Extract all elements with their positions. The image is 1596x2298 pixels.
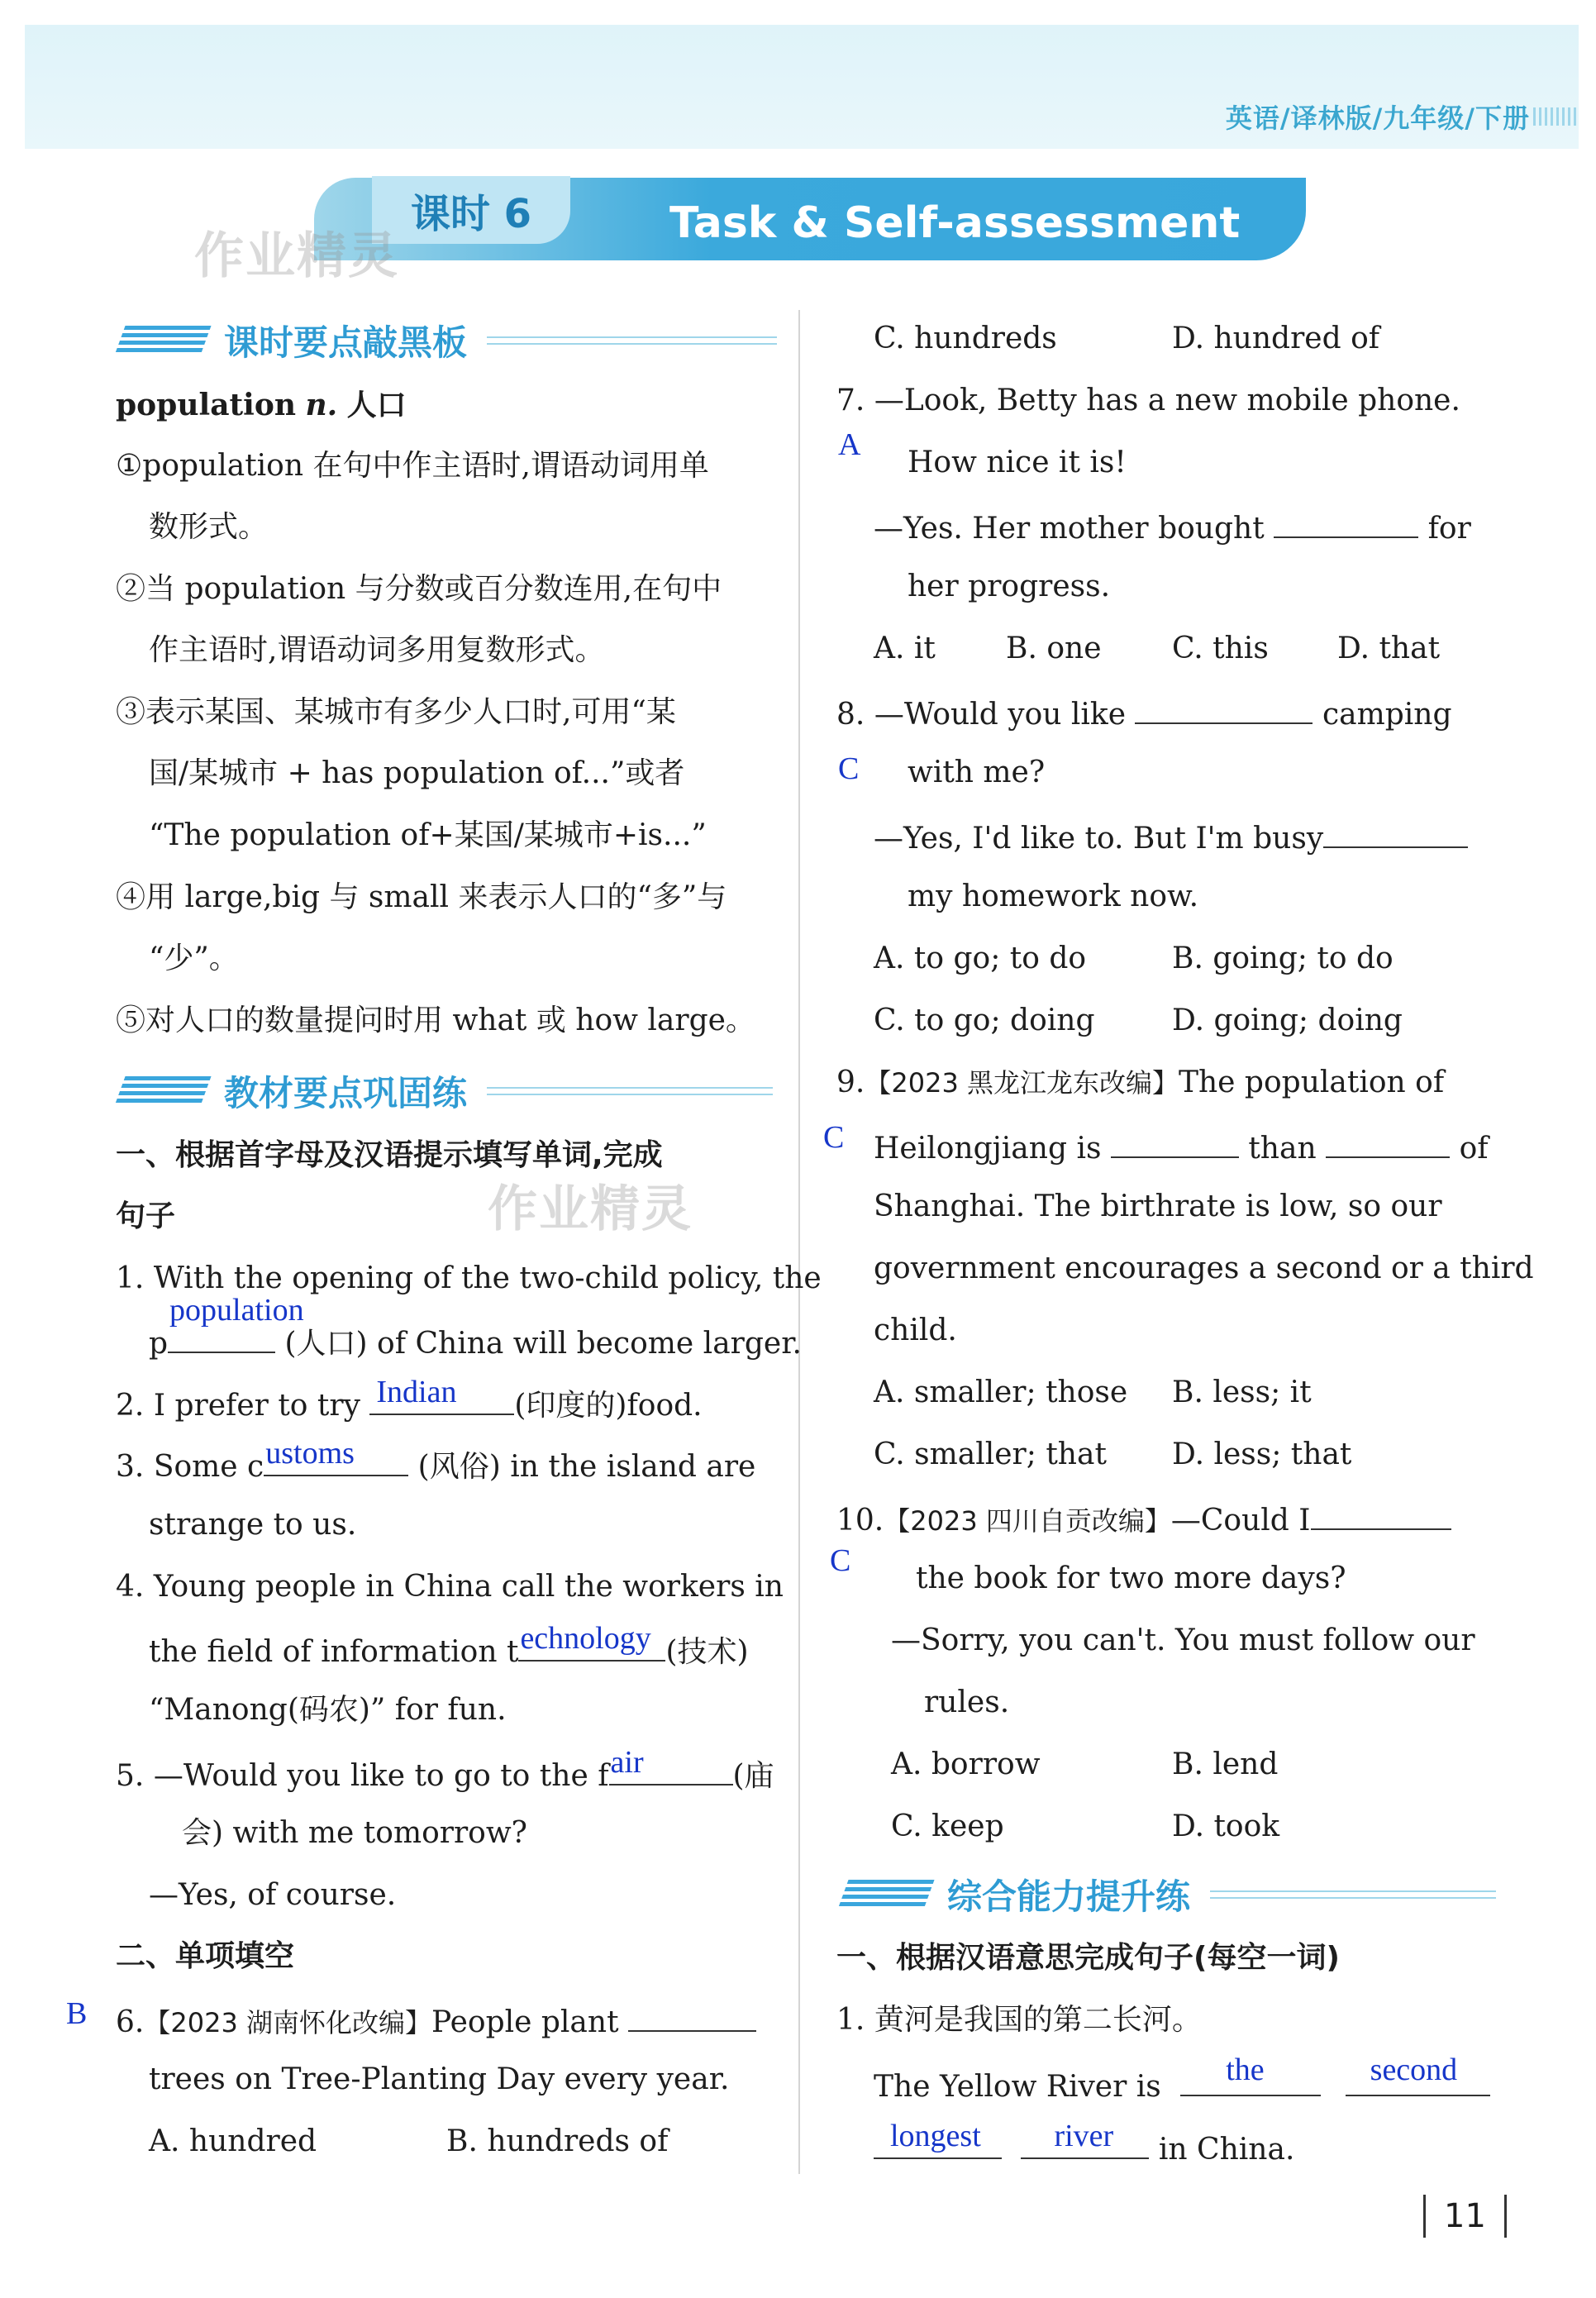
question-text: (技术)	[665, 1635, 749, 1669]
question-7-line4: her progress.	[908, 570, 1111, 603]
question-text: the field of information	[149, 1635, 498, 1669]
answer-blank[interactable]	[874, 2119, 1002, 2159]
option-a[interactable]: A. to go; to do	[874, 942, 1087, 975]
headword-line	[116, 385, 407, 426]
answer-blank[interactable]	[168, 1293, 304, 1353]
note-4a: ④用 large,big 与 small 来表示人口的“多”与	[116, 880, 727, 914]
option-c[interactable]: C. keep	[891, 1809, 1004, 1843]
option-a[interactable]: A. hundred	[149, 2124, 317, 2158]
answer-blank[interactable]	[628, 1999, 756, 2032]
page-number	[1405, 2195, 1525, 2238]
handwritten-answer: the	[1226, 2052, 1265, 2087]
book-tag: 英语/译林版/九年级/下册	[1225, 103, 1530, 134]
answer-blank[interactable]	[1135, 691, 1313, 724]
question-source: 【2023 四川自贡改编】	[884, 1505, 1171, 1537]
part1-heading: 句子	[116, 1199, 176, 1233]
handwritten-answer: ustoms	[265, 1436, 355, 1471]
question-number: 5.	[116, 1759, 145, 1793]
question-text: in China.	[1158, 2133, 1295, 2167]
question-8-line2: with me?	[908, 756, 1046, 789]
section-rule	[1210, 1890, 1496, 1899]
translation-question-1-line3	[874, 2119, 1295, 2170]
headword: population	[116, 388, 297, 422]
handwritten-answer: air	[610, 1745, 644, 1780]
answer-blank[interactable]	[1323, 815, 1468, 848]
handwritten-answer: population	[169, 1293, 304, 1328]
question-text: —Could I	[1170, 1504, 1311, 1538]
first-letter: t	[506, 1635, 519, 1669]
translation-question-1-line2	[874, 2052, 1490, 2107]
answer-blank[interactable]	[369, 1375, 514, 1415]
question-1-line2	[149, 1293, 802, 1364]
section-comprehensive	[843, 1870, 1496, 1919]
question-text: camping	[1322, 698, 1452, 732]
option-a[interactable]: A. smaller; those	[874, 1375, 1128, 1409]
handwritten-answer: second	[1370, 2052, 1458, 2087]
question-7-line3	[874, 505, 1471, 549]
part3-heading: 一、根据汉语意思完成句子(每空一词)	[836, 1941, 1340, 1975]
question-8-line4: my homework now.	[908, 880, 1199, 913]
question-5-line2: 会) with me tomorrow?	[182, 1816, 527, 1850]
note-3c: “The population of+某国/某城市+is...”	[149, 818, 707, 852]
question-text: The Yellow River is	[874, 2070, 1161, 2104]
answer-blank[interactable]	[1346, 2052, 1490, 2096]
choice-answer-mark: B	[66, 1996, 88, 2031]
question-7-line2: How nice it is!	[908, 446, 1127, 479]
answer-blank[interactable]	[1274, 505, 1418, 538]
question-text: of	[1459, 1132, 1489, 1166]
option-d[interactable]: D. going; doing	[1172, 1004, 1403, 1037]
question-8	[836, 691, 1452, 735]
choice-answer-mark: C	[830, 1543, 851, 1578]
question-text: People plant	[431, 2005, 619, 2039]
section-rule	[487, 1087, 773, 1095]
question-text: (风俗) in the island are	[417, 1450, 756, 1484]
note-2a: ②当 population 与分数或百分数连用,在句中	[116, 572, 722, 606]
question-10-line2: the book for two more days?	[916, 1561, 1346, 1595]
translation-question-1	[836, 2000, 1202, 2040]
question-text: —Would you like to go to the	[153, 1759, 588, 1793]
question-9-line4: government encourages a second or a third	[874, 1252, 1534, 1285]
question-text: The population of	[1178, 1066, 1445, 1099]
question-text: (印度的)food.	[514, 1389, 703, 1423]
option-d[interactable]: D. that	[1337, 632, 1441, 665]
question-10-line3: —Sorry, you can't. You must follow our	[891, 1623, 1475, 1657]
first-letter: c	[247, 1450, 264, 1484]
option-c[interactable]: C. hundreds	[874, 322, 1057, 355]
question-10	[836, 1497, 1451, 1541]
answer-blank[interactable]	[1180, 2052, 1321, 2096]
question-text: Heilongjiang is	[874, 1132, 1102, 1166]
first-letter: f	[598, 1759, 609, 1793]
question-number: 3.	[116, 1450, 145, 1484]
note-2b: 作主语时,谓语动词多用复数形式。	[149, 633, 605, 667]
question-text: than	[1248, 1132, 1317, 1166]
note-4b: “少”。	[149, 942, 239, 975]
note-1a: ①population 在句中作主语时,谓语动词用单	[116, 449, 709, 483]
option-d[interactable]: D. took	[1172, 1809, 1280, 1843]
page-number-value: 11	[1444, 2197, 1486, 2235]
lesson-badge: 课时 6	[372, 176, 570, 244]
question-text: I prefer to try	[153, 1389, 360, 1423]
question-text: Young people in China call the workers in	[153, 1570, 784, 1604]
question-number: 1.	[116, 1261, 145, 1295]
question-text: —Yes, I'd like to. But I'm busy	[874, 822, 1324, 856]
question-9	[836, 1063, 1444, 1103]
question-text: —Look, Betty has a new mobile phone.	[874, 384, 1460, 417]
question-number: 10.	[836, 1504, 884, 1538]
option-c[interactable]: C. this	[1172, 632, 1269, 665]
answer-blank[interactable]	[518, 1621, 665, 1662]
choice-answer-mark: A	[838, 427, 861, 462]
question-text: —Yes. Her mother bought	[874, 512, 1265, 546]
first-letter: p	[149, 1327, 169, 1361]
question-text: 黄河是我国的第二长河。	[874, 2003, 1202, 2037]
question-number: 6.	[116, 2005, 145, 2039]
option-b[interactable]: B. going; to do	[1172, 942, 1394, 975]
question-7	[836, 381, 1460, 421]
section-stripe-icon	[114, 326, 211, 355]
watermark: 作业精灵	[488, 1180, 693, 1238]
section-title: 课时要点敲黑板	[224, 322, 468, 363]
option-b[interactable]: B. hundreds of	[446, 2124, 669, 2158]
question-number: 8.	[836, 698, 865, 732]
question-number: 1.	[836, 2003, 865, 2037]
question-3	[116, 1436, 756, 1487]
section-title: 综合能力提升练	[947, 1876, 1191, 1917]
option-d[interactable]: D. hundred of	[1172, 322, 1380, 355]
question-9-line5: child.	[874, 1313, 957, 1347]
note-3a: ③表示某国、某城市有多少人口时,可用“某	[116, 695, 676, 729]
question-text: (庙	[732, 1759, 774, 1793]
question-8-line3	[874, 815, 1468, 859]
question-4-line3: “Manong(码农)” for fun.	[149, 1693, 507, 1727]
handwritten-answer: longest	[890, 2119, 981, 2153]
watermark: 作业精灵	[194, 227, 399, 285]
question-9-line3: Shanghai. The birthrate is low, so our	[874, 1190, 1442, 1223]
question-2	[116, 1375, 703, 1426]
question-number: 9.	[836, 1066, 865, 1099]
question-6-line2: trees on Tree-Planting Day every year.	[149, 2062, 730, 2096]
question-text: (人口) of China will become larger.	[284, 1327, 802, 1361]
question-number: 7.	[836, 384, 865, 417]
choice-answer-mark: C	[838, 751, 860, 786]
question-number: 2.	[116, 1389, 145, 1423]
question-6	[116, 1999, 756, 2043]
section-rule	[487, 336, 777, 345]
section-textbook	[120, 1066, 773, 1116]
question-5-line3: —Yes, of course.	[149, 1878, 397, 1912]
answer-blank[interactable]	[1021, 2119, 1149, 2159]
question-10-line4: rules.	[924, 1685, 1010, 1719]
question-5	[116, 1745, 774, 1796]
handwritten-answer: echnology	[520, 1621, 651, 1656]
note-3b: 国/某城市 + has population of...”或者	[149, 756, 685, 790]
page-number-bar	[1504, 2195, 1507, 2238]
section-stripe-icon	[837, 1880, 934, 1909]
question-4-line2	[149, 1621, 749, 1672]
question-9-line2	[874, 1125, 1489, 1169]
decorative-dots	[1533, 107, 1579, 126]
question-text: Some	[153, 1450, 238, 1484]
option-b[interactable]: B. lend	[1172, 1747, 1279, 1781]
handwritten-answer: Indian	[376, 1375, 457, 1409]
part2-heading: 二、单项填空	[116, 1939, 295, 1973]
page-number-bar	[1423, 2195, 1426, 2238]
answer-blank[interactable]	[609, 1745, 733, 1785]
part-of-speech: n.	[305, 388, 338, 422]
section-key-points	[120, 316, 777, 365]
note-5: ⑤对人口的数量提问时用 what 或 how large。	[116, 1004, 755, 1037]
question-4	[116, 1567, 784, 1607]
handwritten-answer: river	[1054, 2119, 1114, 2153]
question-text: —Would you like	[874, 698, 1127, 732]
column-divider	[798, 310, 800, 2174]
question-text: With the opening of the two-child policy, the	[153, 1261, 822, 1295]
answer-blank[interactable]	[1326, 1125, 1450, 1158]
answer-blank[interactable]	[1311, 1497, 1451, 1530]
answer-blank[interactable]	[1111, 1125, 1239, 1158]
question-text: for	[1427, 512, 1471, 546]
option-b[interactable]: B. less; it	[1172, 1375, 1312, 1409]
part1-heading: 一、根据首字母及汉语提示填写单词,完成	[116, 1138, 663, 1172]
option-d[interactable]: D. less; that	[1172, 1437, 1352, 1471]
question-3-line2: strange to us.	[149, 1508, 357, 1542]
question-source: 【2023 湖南怀化改编】	[144, 2007, 431, 2038]
question-source: 【2023 黑龙江龙东改编】	[865, 1067, 1179, 1099]
option-c[interactable]: C. smaller; that	[874, 1437, 1107, 1471]
answer-blank[interactable]	[264, 1436, 408, 1476]
headword-meaning: 人口	[346, 388, 407, 422]
section-title: 教材要点巩固练	[224, 1073, 468, 1113]
option-a[interactable]: A. it	[874, 632, 936, 665]
question-number: 4.	[116, 1570, 145, 1604]
option-b[interactable]: B. one	[1006, 632, 1102, 665]
lesson-title: Task & Self-assessment	[669, 198, 1241, 248]
option-a[interactable]: A. borrow	[891, 1747, 1041, 1781]
option-c[interactable]: C. to go; doing	[874, 1004, 1095, 1037]
section-stripe-icon	[114, 1076, 211, 1106]
choice-answer-mark: C	[823, 1120, 845, 1155]
note-1b: 数形式。	[149, 510, 269, 544]
